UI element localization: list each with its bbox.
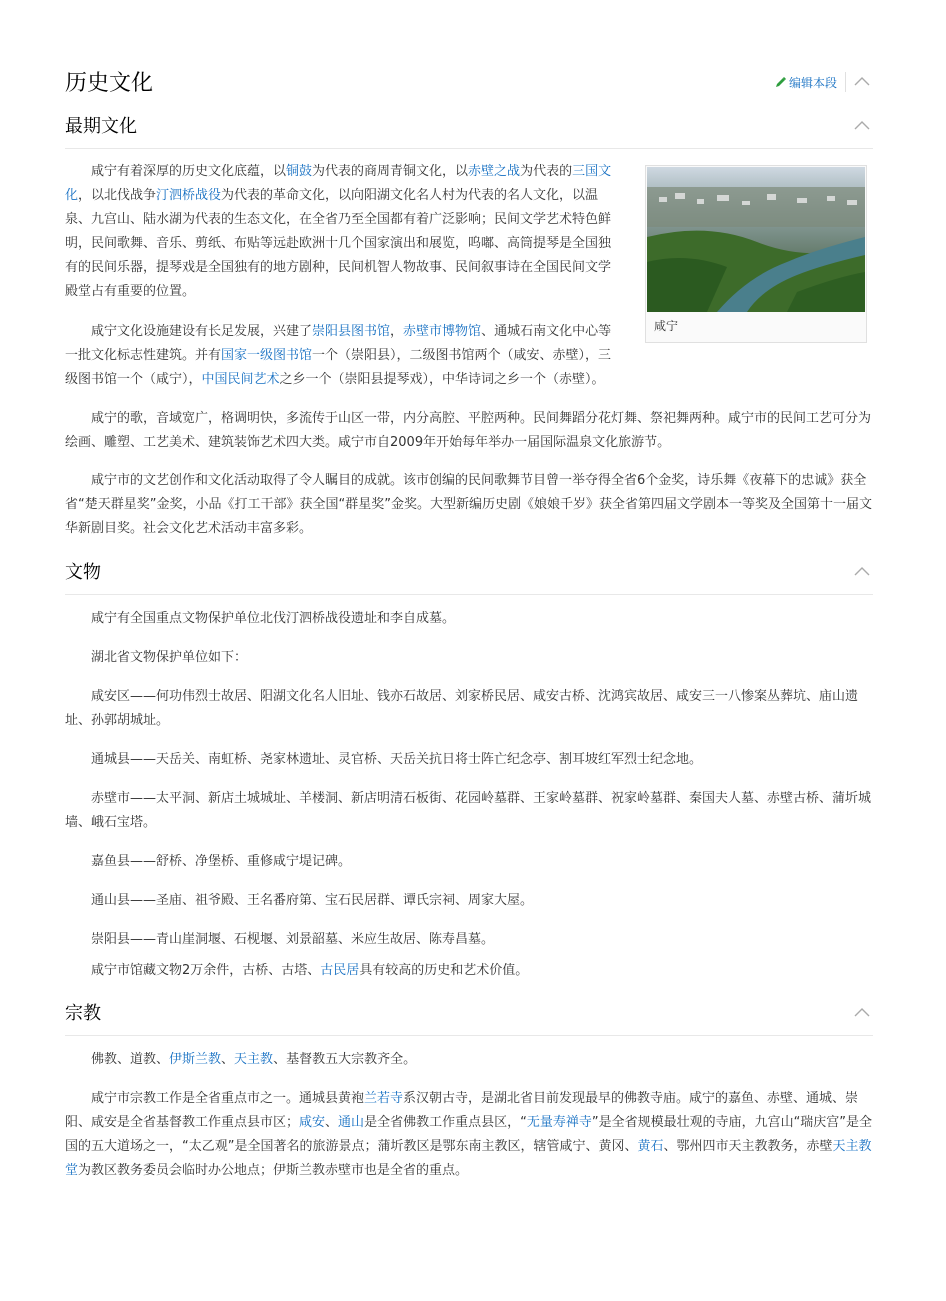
chevron-up-icon [851,1003,873,1023]
chevron-up-icon [851,116,873,136]
link-ancient-dwellings[interactable]: 古民居 [320,963,360,978]
page-title: 历史文化 [65,71,154,96]
figure-xianning[interactable] [645,165,867,343]
text-run: 咸宁市馆藏文物2万余件，古桥、古塔、 [91,963,321,978]
link-folk-art[interactable]: 中国民间艺术 [201,372,280,387]
section-title-relics: 文物 [65,562,101,583]
text-run: 、基督教五大宗教齐全。 [273,1052,417,1067]
link-tingsiqiao-battle[interactable]: 汀泗桥战役 [156,188,222,203]
link-xianan[interactable]: 咸安 [299,1115,326,1130]
text-run: 咸宁文化设施建设有长足发展，兴建了 [91,324,313,339]
culture-paragraph-2 [65,320,613,392]
culture-paragraph-4: 咸宁市的文艺创作和文化活动取得了令人瞩目的成就。该市创编的民间歌舞节目曾一举夺得全省6个金奖，诗乐舞《夜幕下的忠诚》获全省“楚天群星奖”金奖，小品《打工干部》获全国“群星奖”金奖。大型新编历史剧《娘娘千岁》获全省第四届文学剧本一等奖及全国第十一届文华新剧目奖。社会文化艺术活动丰富多彩。 [65,473,872,536]
pencil-icon [775,76,787,88]
text-run: 为教区教务委员会临时办公地点；伊斯兰教赤壁市也是全省的重点。 [78,1163,469,1178]
text-run: 一个（崇阳县），二级图书馆两个（咸安、赤壁），三级图书馆一个（咸宁）， [65,348,612,387]
link-tongshan[interactable]: 通山 [338,1115,365,1130]
text-run: 是全省佛教工作重点县区，“ [364,1115,527,1130]
link-national-library[interactable]: 国家一级图书馆 [221,348,313,363]
collapse-toggle-culture[interactable] [851,116,873,136]
link-chibi-battle[interactable]: 赤壁之战 [468,164,521,179]
section-header-relics [65,560,873,595]
relics-paragraph-6: 嘉鱼县——舒桥、净堡桥、重修咸宁堤记碑。 [91,854,352,869]
section-title-religion: 宗教 [65,1003,101,1024]
relics-paragraph-5: 赤壁市——太平洞、新店土城城址、羊楼洞、新店明清石板街、花园岭墓群、王家岭墓群、祝家岭墓群、秦国夫人墓、赤壁古桥、蒲圻城墙、峨石宝塔。 [65,791,872,830]
link-lanruo-temple[interactable]: 兰若寺 [364,1091,404,1106]
link-huangshi[interactable]: 黄石 [637,1139,664,1154]
link-three-kingdoms[interactable]: 三国文化 [65,164,612,203]
edit-section-label: 编辑本段 [788,76,837,90]
text-run: ”是全省规模最壮观的寺庙，九宫山“瑞庆宫”是全国的五大道场之一，“太乙观”是全国著名的旅游景点；蒲圻教区是鄂东南主教区，辖管咸宁、黄冈、 [65,1115,873,1154]
collapse-toggle-history[interactable] [851,72,873,92]
relics-paragraph-9 [65,959,873,983]
religion-paragraph-1 [65,1048,873,1072]
xianning-aerial-photo[interactable] [647,167,865,312]
text-run: ， [390,324,404,339]
collapse-toggle-religion[interactable] [851,1003,873,1023]
link-catholic-church[interactable]: 天主教堂 [65,1139,872,1178]
culture-paragraph-3: 咸宁的歌，音域宽广，格调明快，多流传于山区一带，内分高腔、平腔两种。民间舞蹈分花灯舞、祭祀舞两种。咸宁市的民间工艺可分为绘画、雕塑、工艺美术、建筑装饰艺术四大类。咸宁市自2009年开始每年举办一届国际温泉文化旅游节。 [65,411,872,450]
text-run: 具有较高的历史和艺术价值。 [359,963,529,978]
link-islam[interactable]: 伊斯兰教 [169,1052,222,1067]
header-divider [845,72,846,92]
link-chibi-museum[interactable]: 赤壁市博物馆 [403,324,482,339]
culture-paragraph-1 [65,160,613,304]
relics-paragraph-2: 湖北省文物保护单位如下： [91,650,248,665]
section-header-religion [65,1001,873,1036]
text-run: 、通城石南文化中心等一批文化标志性建筑。并有 [65,324,612,363]
text-run: 、鄂州四市天主教教务，赤壁 [663,1139,833,1154]
link-wuliangshou-temple[interactable]: 无量寿禅寺 [526,1115,592,1130]
section-header-culture [65,114,873,149]
collapse-toggle-relics[interactable] [851,562,873,582]
chevron-up-icon [851,562,873,582]
text-run: 为代表的商周青铜文化，以 [312,164,469,179]
link-tonggu[interactable]: 铜鼓 [286,164,313,179]
text-run: 、 [325,1115,339,1130]
text-run: 为代表的 [520,164,573,179]
relics-paragraph-8: 崇阳县——青山崖洞堰、石枧堰、刘景韶墓、米应生故居、陈寿昌墓。 [91,932,495,947]
text-run: 咸宁市宗教工作是全省重点市之一。通城县黄袍 [91,1091,365,1106]
relics-paragraph-4: 通城县——天岳关、南虹桥、尧家林遗址、灵官桥、天岳关抗日将士阵亡纪念亭、割耳坡红军烈士纪念地。 [91,752,703,767]
section-title-culture: 最期文化 [65,116,137,137]
text-run: ，以北伐战争 [78,188,157,203]
text-run: 之乡一个（崇阳县提琴戏），中华诗词之乡一个（赤壁）。 [279,372,605,387]
relics-paragraph-1: 咸宁有全国重点文物保护单位北伐汀泗桥战役遗址和李自成墓。 [91,611,456,626]
chevron-up-icon [851,72,873,92]
religion-paragraph-2 [65,1087,873,1183]
text-run: 佛教、道教、 [91,1052,170,1067]
figure-caption: 咸宁 [654,319,679,333]
section-header-history [65,68,873,102]
text-run: 咸宁有着深厚的历史文化底蕴，以 [91,164,287,179]
link-catholicism[interactable]: 天主教 [234,1052,274,1067]
relics-paragraph-7: 通山县——圣庙、祖爷殿、王名番府第、宝石民居群、谭氏宗祠、周家大屋。 [91,893,534,908]
text-run: 系汉朝古寺，是湖北省目前发现最早的佛教寺庙。咸宁的嘉鱼、赤壁、通城、崇阳、咸安是全省基督教工作重点县市区； [65,1091,859,1130]
text-run: 为代表的革命文化，以向阳湖文化名人村为代表的名人文化，以温泉、九宫山、陆水湖为代表的生态文化，在全省乃至全国都有着广泛影响；民间文学艺术特色鲜明，民间歌舞、音乐、剪纸、布贴等远赴欧洲十几个国家演出和展览，呜嘟、高筒提琴是全国独有的民间乐器，提琴戏是全国独有的地方剧种，民间机智人物故事、民间叙事诗在全国民间文学殿堂占有重要的位置。 [65,188,612,299]
relics-paragraph-3: 咸安区——何功伟烈士故居、阳湖文化名人旧址、钱亦石故居、刘家桥民居、咸安古桥、沈鸿宾故居、咸安三一八惨案丛葬坑、庙山遗址、孙郭胡城址。 [65,689,859,728]
edit-section-button[interactable] [775,74,837,92]
text-run: 、 [221,1052,235,1067]
link-chongyang-library[interactable]: 崇阳县图书馆 [312,324,391,339]
